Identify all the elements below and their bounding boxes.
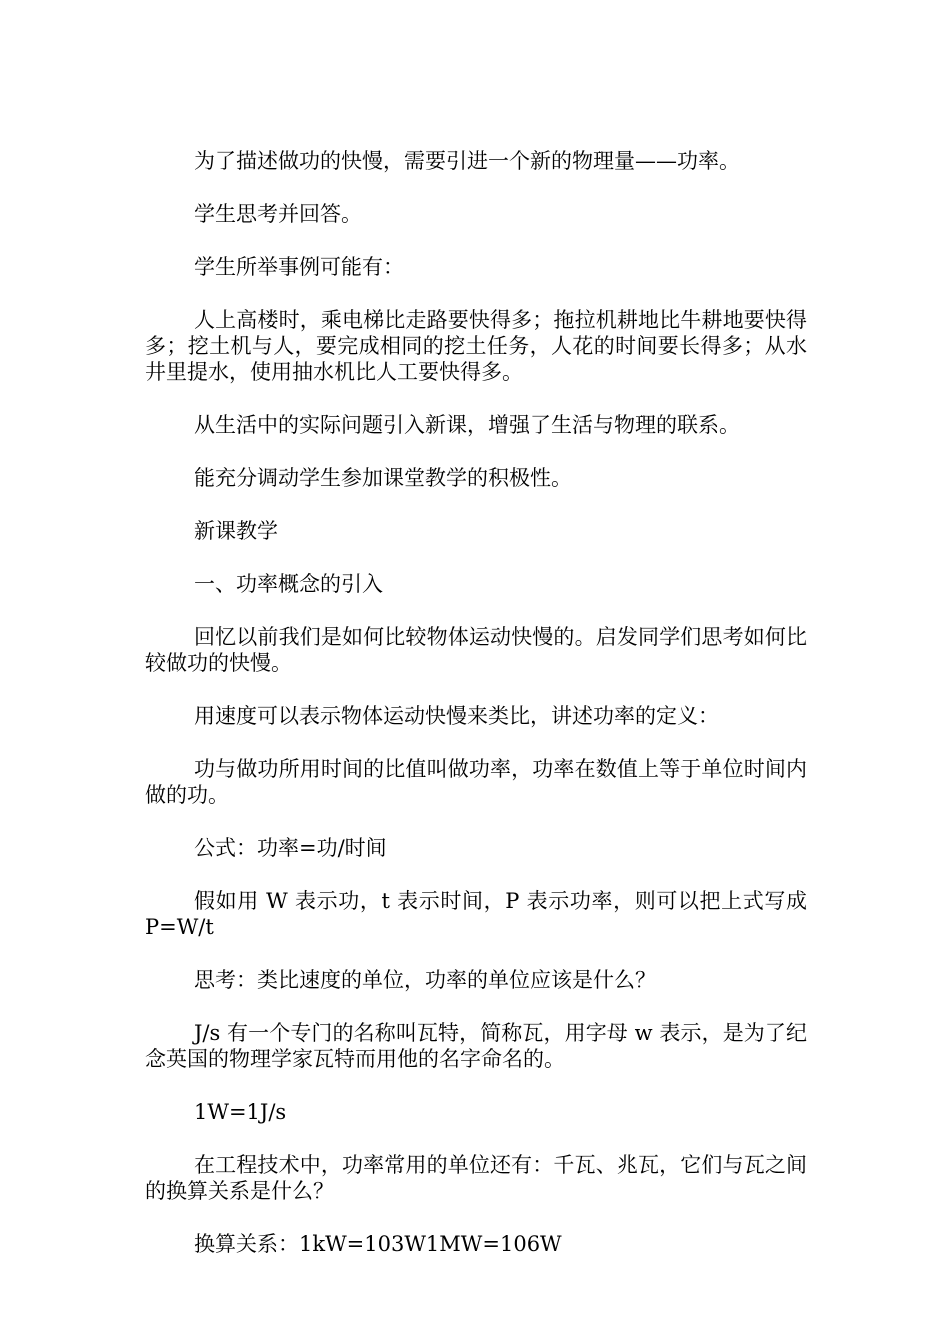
paragraph-question-unit: 思考：类比速度的单位，功率的单位应该是什么？ bbox=[194, 968, 656, 992]
paragraph-watt: J/s 有一个专门的名称叫瓦特，简称瓦，用字母 w 表示，是为了纪念英国的物理学家瓦特而用他的名字命名的。 bbox=[145, 1021, 807, 1071]
section-heading-power-concept: 一、功率概念的引入 bbox=[194, 572, 383, 596]
paragraph-conversion: 换算关系：1kW=103W1MW=106W bbox=[194, 1232, 562, 1256]
paragraph-5: 从生活中的实际问题引入新课，增强了生活与物理的联系。 bbox=[194, 413, 740, 437]
paragraph-power-definition: 功与做功所用时间的比值叫做功率，功率在数值上等于单位时间内做的功。 bbox=[145, 757, 807, 807]
paragraph-3: 学生所举事例可能有： bbox=[194, 255, 404, 279]
paragraph-10: 用速度可以表示物体运动快慢来类比，讲述功率的定义： bbox=[194, 704, 719, 728]
paragraph-9: 回忆以前我们是如何比较物体运动快慢的。启发同学们思考如何比较做功的快慢。 bbox=[145, 625, 807, 675]
paragraph-formula: 公式：功率=功/时间 bbox=[194, 836, 387, 860]
paragraph-unit-equation: 1W=1J/s bbox=[194, 1100, 287, 1124]
paragraph-engineering-units: 在工程技术中，功率常用的单位还有：千瓦、兆瓦，它们与瓦之间的换算关系是什么？ bbox=[145, 1153, 807, 1203]
paragraph-1: 为了描述做功的快慢，需要引进一个新的物理量——功率。 bbox=[194, 149, 740, 173]
paragraph-2: 学生思考并回答。 bbox=[194, 202, 362, 226]
paragraph-symbols: 假如用 W 表示功，t 表示时间，P 表示功率，则可以把上式写成 P=W/t bbox=[145, 889, 807, 939]
section-heading-new-lesson: 新课教学 bbox=[194, 519, 278, 543]
paragraph-4: 人上高楼时，乘电梯比走路要快得多；拖拉机耕地比牛耕地要快得多；挖土机与人，要完成相同的挖土任务，人花的时间要长得多；从水井里提水，使用抽水机比人工要快得多。 bbox=[145, 308, 807, 384]
paragraph-6: 能充分调动学生参加课堂教学的积极性。 bbox=[194, 466, 572, 490]
document-page bbox=[145, 148, 807, 1284]
